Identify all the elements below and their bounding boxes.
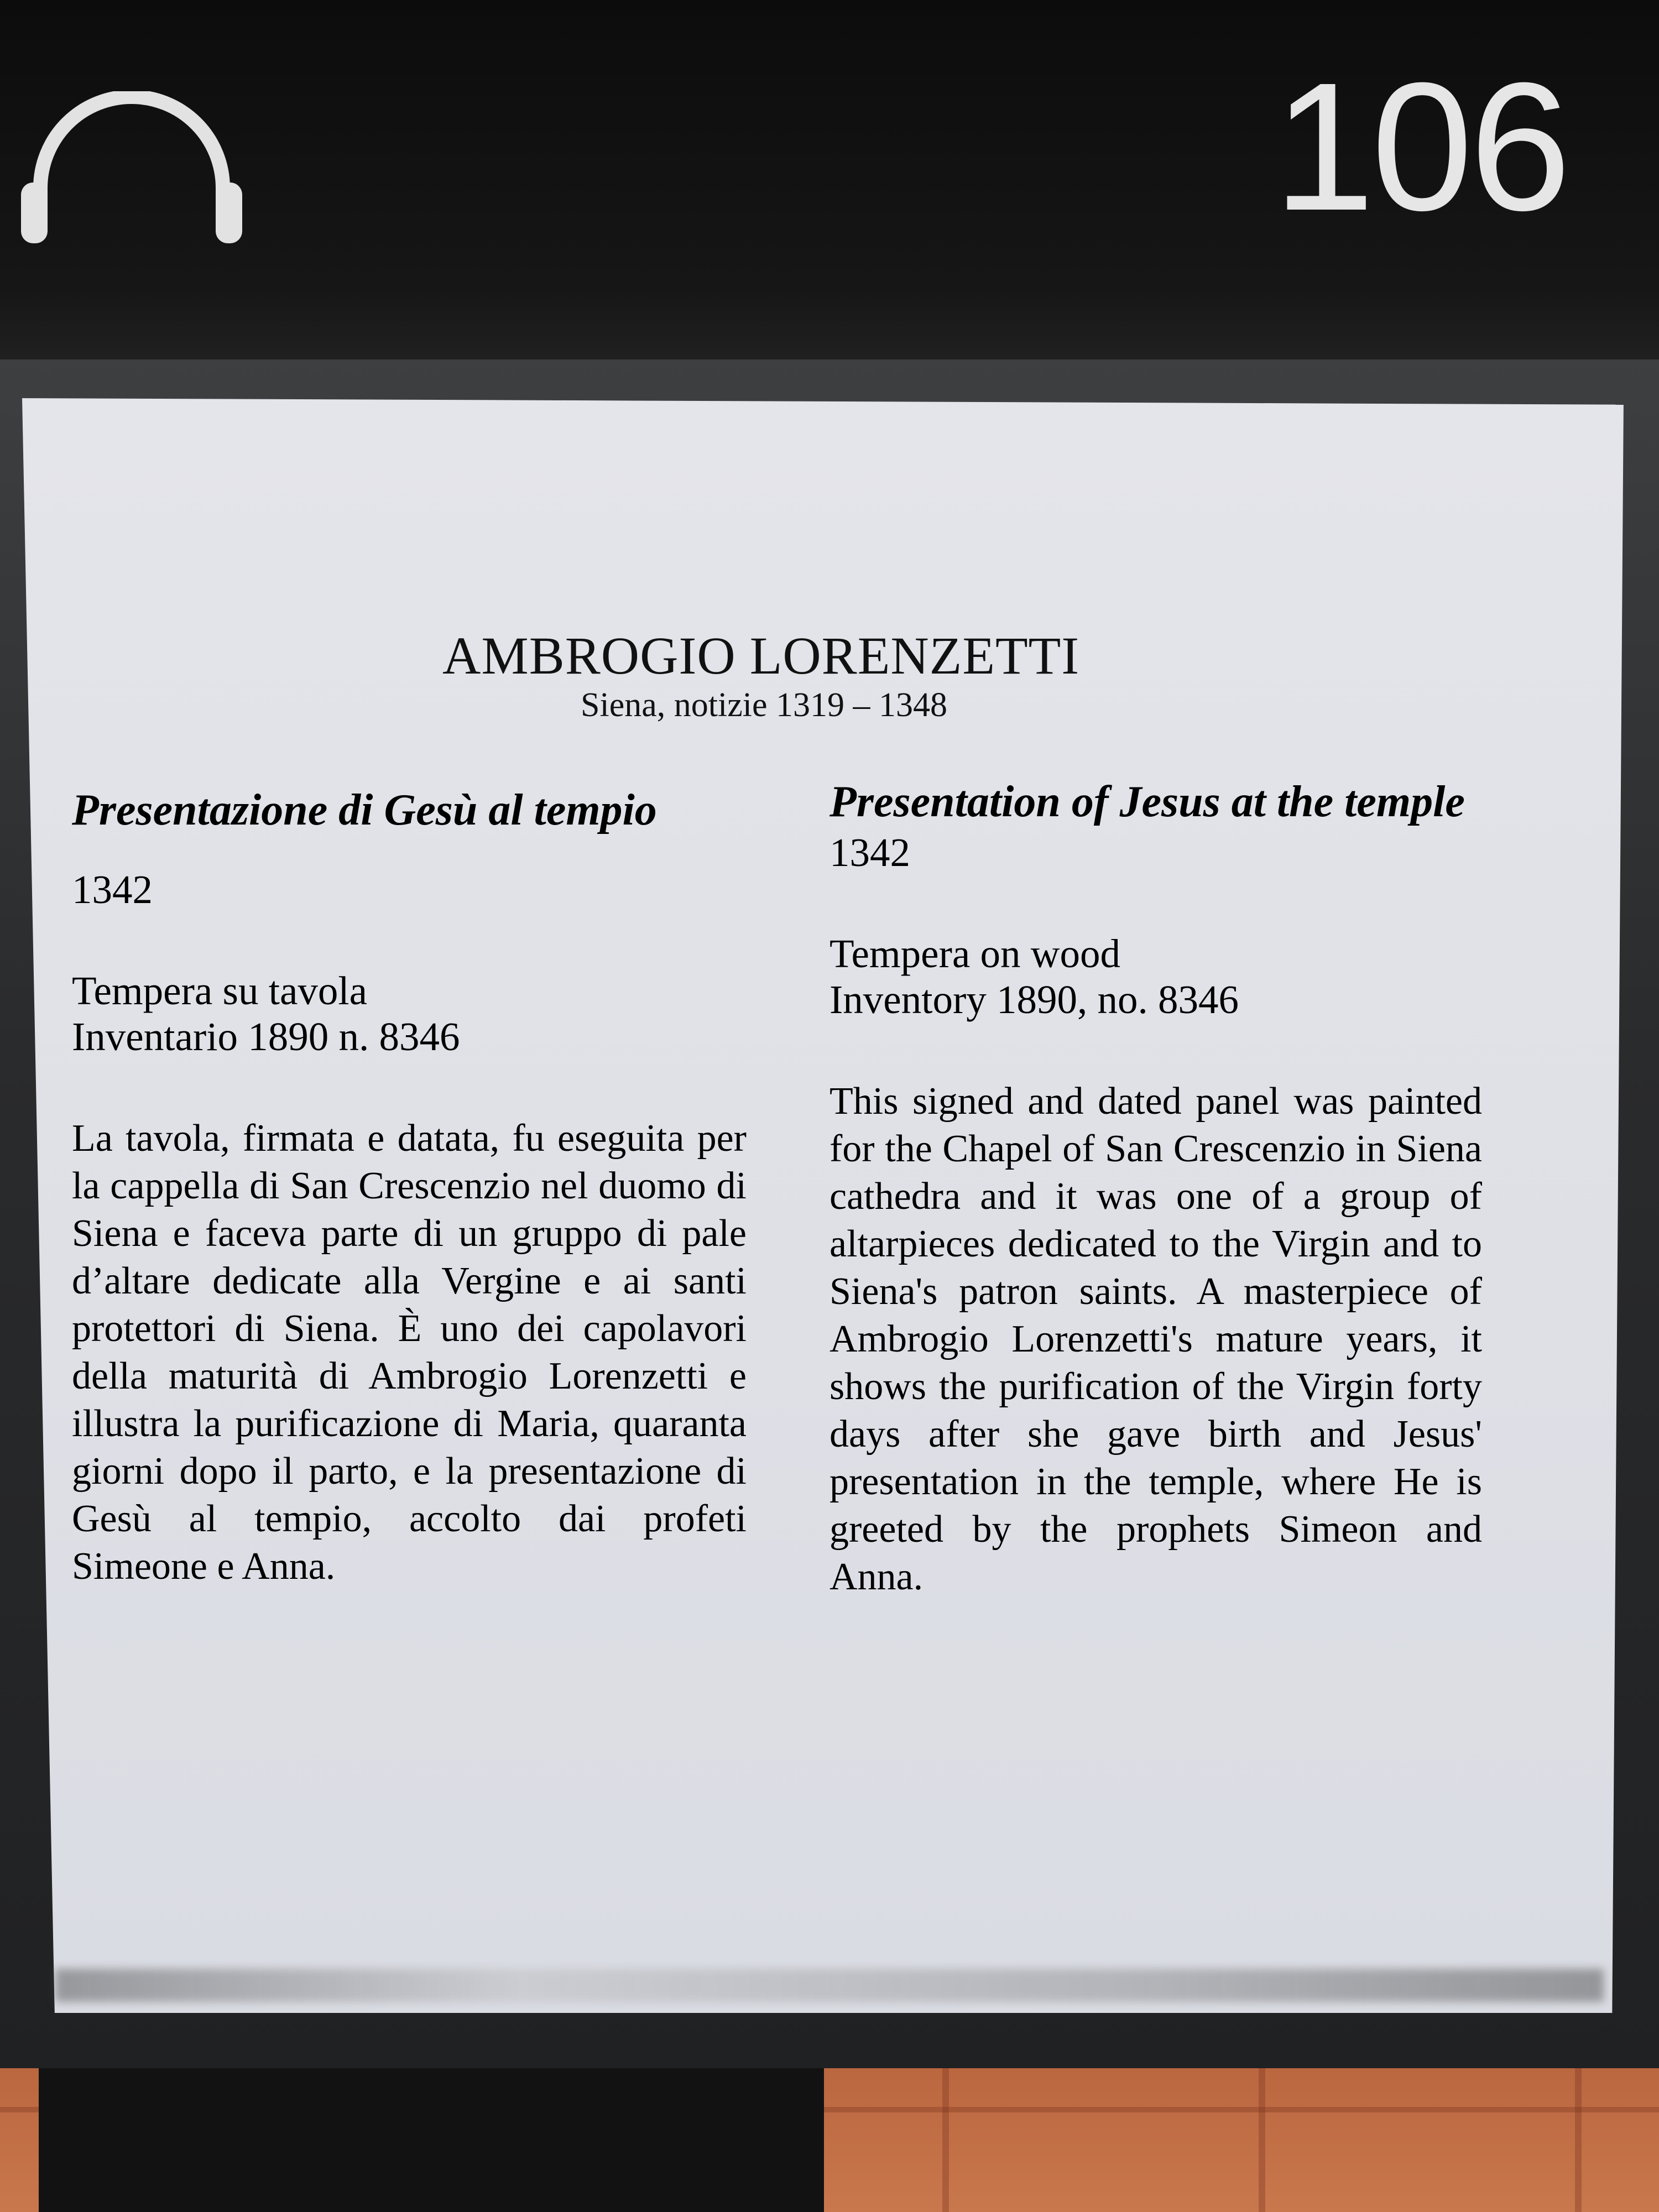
description-english: This signed and dated panel was painted for the Chapel of San Crescenzio in Siena cathedra and it was one of a group of altarpieces dedicated to the Virgin and to Siena's patron saints. A masterpiece of Ambrogio Lorenzetti's mature years, it shows the purification of the Virgin forty days after she gave birth and Jesus' presentation in the temple, where He is greeted by the prophets Simeon and Anna.: [830, 1080, 1482, 1598]
work-title-italian: Presentazione di Gesù al tempio: [72, 786, 657, 834]
artist-dates: Siena, notizie 1319 – 1348: [581, 686, 947, 724]
year-english: 1342: [830, 830, 910, 875]
artist-name: AMBROGIO LORENZETTI: [442, 626, 1080, 685]
year-italian: 1342: [72, 867, 153, 912]
work-title-english: Presentation of Jesus at the temple: [830, 778, 1465, 826]
inventory-italian: Inventario 1890 n. 8346: [72, 1014, 460, 1059]
description-italian: La tavola, firmata e datata, fu eseguita per la cappella di San Crescenzio nel duomo di Siena e faceva parte di un gruppo di pale d’altare dedicate alla Vergine e ai santi protettori di Siena. È uno dei capolavori della maturità di Ambrogio Lorenzetti e illustra la purificazione di Maria, quaranta giorni dopo il parto, e la presentazione di Gesù al tempio, accolto dai profeti Simeone e Anna.: [72, 1117, 747, 1588]
inventory-english: Inventory 1890, no. 8346: [830, 977, 1239, 1022]
english-column: [830, 774, 1488, 1601]
italian-column: [72, 782, 747, 1590]
medium-english: Tempera on wood: [830, 931, 1121, 976]
sign-header-panel: [0, 0, 1659, 359]
room-number: 106: [1273, 44, 1568, 248]
medium-italian: Tempera su tavola: [72, 968, 368, 1013]
paper-smudge: [55, 1969, 1604, 2002]
headphones-icon: [15, 91, 248, 257]
